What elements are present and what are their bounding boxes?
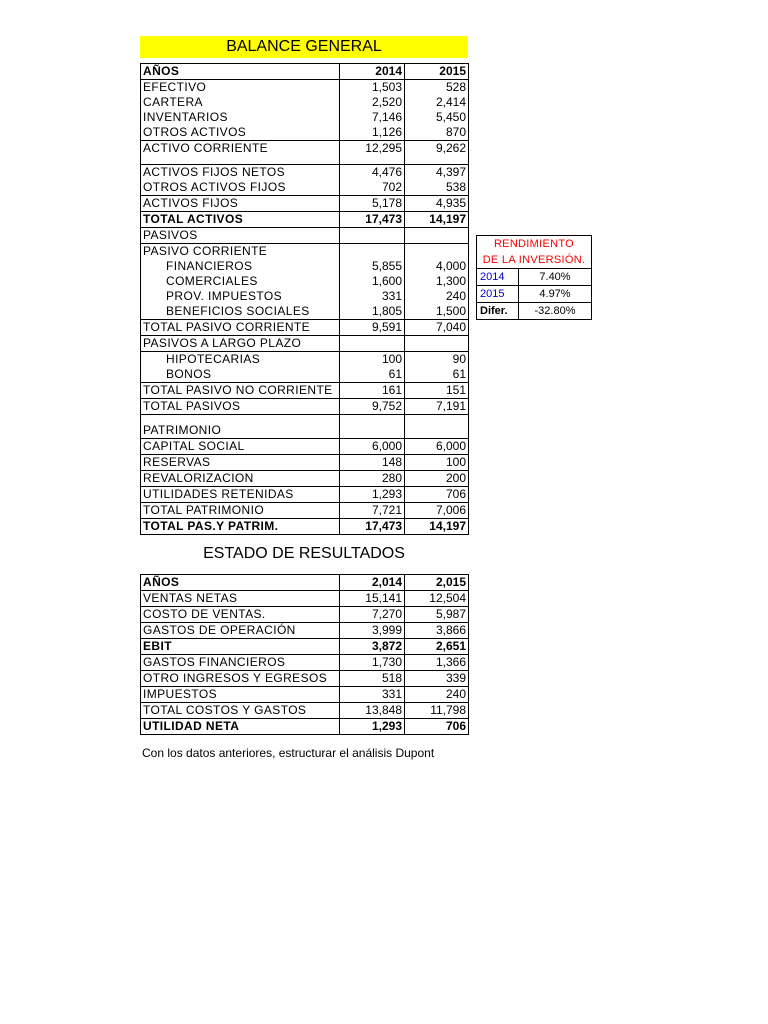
table-row: OTROS ACTIVOS FIJOS 702 538 bbox=[141, 180, 469, 196]
table-row: REVALORIZACION 280 200 bbox=[141, 471, 469, 487]
roi-value: -32.80% bbox=[534, 305, 576, 317]
table-row: COSTO DE VENTAS. 7,270 5,987 bbox=[141, 607, 469, 623]
table-row: PASIVOS bbox=[141, 228, 469, 244]
table-row: GASTOS DE OPERACIÓN 3,999 3,866 bbox=[141, 623, 469, 639]
table-row: ACTIVOS FIJOS NETOS 4,476 4,397 bbox=[141, 165, 469, 181]
roi-row bbox=[477, 268, 591, 285]
roi-key: 2015 bbox=[477, 286, 519, 302]
roi-value: 4.97% bbox=[539, 288, 571, 300]
roi-row bbox=[477, 285, 591, 302]
roi-box bbox=[476, 235, 592, 320]
table-row: RESERVAS 148 100 bbox=[141, 455, 469, 471]
table-row-total: EBIT 3,872 2,651 bbox=[141, 639, 469, 655]
table-row: TOTAL PATRIMONIO 7,721 7,006 bbox=[141, 503, 469, 519]
table-row: HIPOTECARIAS 100 90 bbox=[141, 352, 469, 368]
table-row: GASTOS FINANCIEROS 1,730 1,366 bbox=[141, 655, 469, 671]
spacer-row bbox=[141, 415, 469, 424]
table-row: ACTIVO CORRIENTE 12,295 9,262 bbox=[141, 141, 469, 157]
table-row-total: UTILIDAD NETA 1,293 706 bbox=[141, 719, 469, 735]
table-row: COMERCIALES 1,600 1,300 bbox=[141, 274, 469, 289]
table-row: PASIVO CORRIENTE bbox=[141, 244, 469, 260]
table-row: IMPUESTOS 331 240 bbox=[141, 687, 469, 703]
balance-table bbox=[140, 63, 469, 535]
roi-key: Difer. bbox=[477, 303, 519, 319]
table-row: EFECTIVO 1,503 528 bbox=[141, 80, 469, 96]
table-row: PROV. IMPUESTOS 331 240 bbox=[141, 289, 469, 304]
balance-title: BALANCE GENERAL bbox=[140, 36, 468, 58]
table-row: TOTAL PASIVO NO CORRIENTE 161 151 bbox=[141, 383, 469, 399]
header-label: AÑOS bbox=[141, 64, 340, 80]
table-row: VENTAS NETAS 15,141 12,504 bbox=[141, 591, 469, 607]
roi-key: 2014 bbox=[477, 269, 519, 285]
table-row: OTRO INGRESOS Y EGRESOS 518 339 bbox=[141, 671, 469, 687]
header-year-2: 2,015 bbox=[405, 575, 469, 591]
table-row: TOTAL PASIVOS 9,752 7,191 bbox=[141, 399, 469, 415]
table-row: BONOS 61 61 bbox=[141, 367, 469, 383]
table-header-row bbox=[141, 64, 469, 80]
table-row: FINANCIEROS 5,855 4,000 bbox=[141, 259, 469, 274]
table-row: TOTAL PASIVO CORRIENTE 9,591 7,040 bbox=[141, 320, 469, 336]
table-row-total: TOTAL PAS.Y PATRIM. 17,473 14,197 bbox=[141, 519, 469, 535]
header-year-1: 2,014 bbox=[340, 575, 405, 591]
roi-value: 7.40% bbox=[539, 271, 571, 283]
income-table bbox=[140, 574, 469, 735]
table-row: BENEFICIOS SOCIALES 1,805 1,500 bbox=[141, 304, 469, 320]
table-row: OTROS ACTIVOS 1,126 870 bbox=[141, 125, 469, 141]
header-label: AÑOS bbox=[141, 575, 340, 591]
table-row: CAPITAL SOCIAL 6,000 6,000 bbox=[141, 439, 469, 455]
exercise-note: Con los datos anteriores, estructurar el análisis Dupont bbox=[142, 746, 435, 760]
table-row: UTILIDADES RETENIDAS 1,293 706 bbox=[141, 487, 469, 503]
table-row: TOTAL COSTOS Y GASTOS 13,848 11,798 bbox=[141, 703, 469, 719]
roi-row bbox=[477, 302, 591, 319]
table-row: INVENTARIOS 7,146 5,450 bbox=[141, 110, 469, 125]
table-row: PASIVOS A LARGO PLAZO bbox=[141, 336, 469, 352]
income-title: ESTADO DE RESULTADOS bbox=[203, 545, 405, 562]
table-row: PATRIMONIO bbox=[141, 423, 469, 439]
header-year-1: 2014 bbox=[340, 64, 405, 80]
roi-title-line-1: RENDIMIENTO bbox=[493, 238, 575, 250]
roi-title-line-2: DE LA INVERSIÓN. bbox=[482, 254, 586, 266]
table-row: ACTIVOS FIJOS 5,178 4,935 bbox=[141, 196, 469, 212]
table-row-total: TOTAL ACTIVOS 17,473 14,197 bbox=[141, 212, 469, 228]
spacer-row bbox=[141, 156, 469, 165]
header-year-2: 2015 bbox=[405, 64, 469, 80]
table-header-row bbox=[141, 575, 469, 591]
table-row: CARTERA 2,520 2,414 bbox=[141, 95, 469, 110]
